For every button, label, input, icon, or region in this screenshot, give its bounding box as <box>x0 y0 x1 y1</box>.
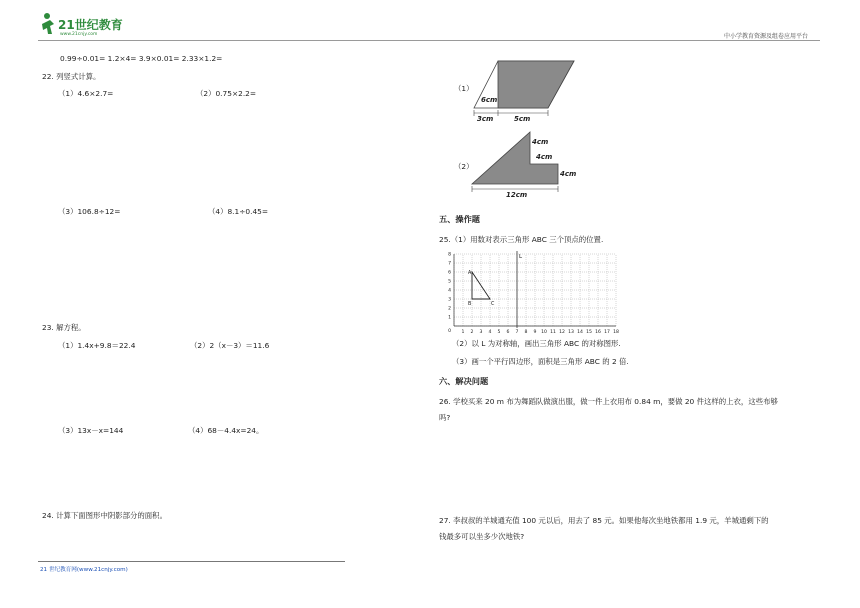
site-logo <box>38 10 138 44</box>
x-tick-label: 3 <box>479 330 483 335</box>
q22-part1: （1）4.6×2.7= <box>58 89 114 98</box>
x-tick-label: 2 <box>470 330 474 335</box>
q25-part2: （2）以 L 为对称轴，画出三角形 ABC 的对称图形. <box>452 339 621 348</box>
q23-part3: （3）13x－x=144 <box>58 426 124 435</box>
figure1-label: （1） <box>454 84 474 93</box>
x-tick-label: 12 <box>559 330 565 335</box>
figure2-shape <box>470 128 585 200</box>
q27-line1: 27. 李叔叔的羊城通充值 100 元以后，用去了 85 元。如果他每次坐地铁都用 1.9 元，羊城通剩下的 <box>439 516 769 525</box>
coordinate-grid <box>444 250 629 338</box>
q22-title: 22. 列竖式计算。 <box>42 72 101 81</box>
y-tick-label: 4 <box>448 288 451 294</box>
q25-part1: 25.（1）用数对表示三角形 ABC 三个顶点的位置. <box>439 235 604 244</box>
q22-part2: （2）0.75×2.2= <box>196 89 257 98</box>
vertex-label-b: B <box>468 302 472 307</box>
footer-divider <box>38 561 345 562</box>
x-tick-label: 8 <box>524 330 528 335</box>
q23-title: 23. 解方程。 <box>42 323 86 332</box>
figure1-side-label: 6cm <box>481 96 498 104</box>
vertex-label-a: A <box>468 271 472 276</box>
figure2-dim-mid: 4cm <box>536 153 553 161</box>
q22-part3: （3）106.8÷12= <box>58 207 121 216</box>
y-tick-label: 8 <box>448 252 451 258</box>
q23-part4: （4）68－4.4x=24。 <box>188 426 264 435</box>
x-tick-label: 6 <box>506 330 510 335</box>
symmetry-line-label: L <box>519 254 523 260</box>
x-tick-label: 11 <box>550 330 556 335</box>
figure2-dim-top: 4cm <box>532 138 549 146</box>
y-tick-label: 7 <box>448 261 451 267</box>
triangle-abc <box>472 272 490 299</box>
x-tick-label: 13 <box>568 330 574 335</box>
q26-line2: 吗? <box>439 413 451 422</box>
x-tick-label: 4 <box>488 330 492 335</box>
logo-text: 21世纪教育 <box>58 18 123 32</box>
q25-part3: （3）画一个平行四边形，面积是三角形 ABC 的 2 倍. <box>452 357 629 366</box>
section6-title: 六、解决问题 <box>439 376 489 386</box>
figure2-label: （2） <box>454 162 474 171</box>
section5-title: 五、操作题 <box>439 214 480 224</box>
x-tick-label: 1 <box>461 330 465 335</box>
x-tick-label: 14 <box>577 330 583 335</box>
logo-subtext: www.21cnjy.com <box>60 32 98 37</box>
y-tick-label: 1 <box>448 315 451 321</box>
vertex-label-c: C <box>491 302 495 307</box>
x-tick-label: 10 <box>541 330 547 335</box>
y-tick-label: 3 <box>448 297 451 303</box>
platform-name: 中小学教育资源及组卷应用平台 <box>724 33 809 40</box>
q23-part2: （2）2（x－3）＝11.6 <box>190 341 270 350</box>
q22-part4: （4）8.1÷0.45= <box>208 207 269 216</box>
y-tick-label: 2 <box>448 306 451 312</box>
figure2-dim-bottom: 12cm <box>506 191 528 199</box>
q24-title: 24. 计算下面图形中阴影部分的面积。 <box>42 511 167 520</box>
x-tick-label: 17 <box>604 330 610 335</box>
q23-part1: （1）1.4x+9.8＝22.4 <box>58 341 136 350</box>
header-divider <box>38 40 820 41</box>
x-tick-label: 16 <box>595 330 601 335</box>
origin-label: 0 <box>448 329 451 334</box>
x-tick-label: 9 <box>533 330 537 335</box>
q27-line2: 钱最多可以坐多少次地铁? <box>439 532 525 541</box>
x-tick-label: 18 <box>613 330 619 335</box>
figure2-dim-right: 4cm <box>560 170 577 178</box>
x-tick-label: 15 <box>586 330 592 335</box>
q21-calc-line: 0.99÷0.01= 1.2×4= 3.9×0.01= 2.33×1.2= <box>60 54 223 63</box>
figure1-base-left: 3cm <box>477 115 494 123</box>
y-tick-label: 5 <box>448 279 451 285</box>
x-tick-label: 5 <box>497 330 501 335</box>
q26-line1: 26. 学校买来 20 m 布为舞蹈队做演出服，做一件上衣用布 0.84 m，要做 20 件这样的上衣，这些布够 <box>439 397 778 406</box>
figure1-base-right: 5cm <box>514 115 531 123</box>
figure1-parallelogram <box>472 58 582 124</box>
y-tick-label: 6 <box>448 270 451 276</box>
footer-text: 21 世纪教育网(www.21cnjy.com) <box>40 567 128 573</box>
x-tick-label: 7 <box>515 330 519 335</box>
